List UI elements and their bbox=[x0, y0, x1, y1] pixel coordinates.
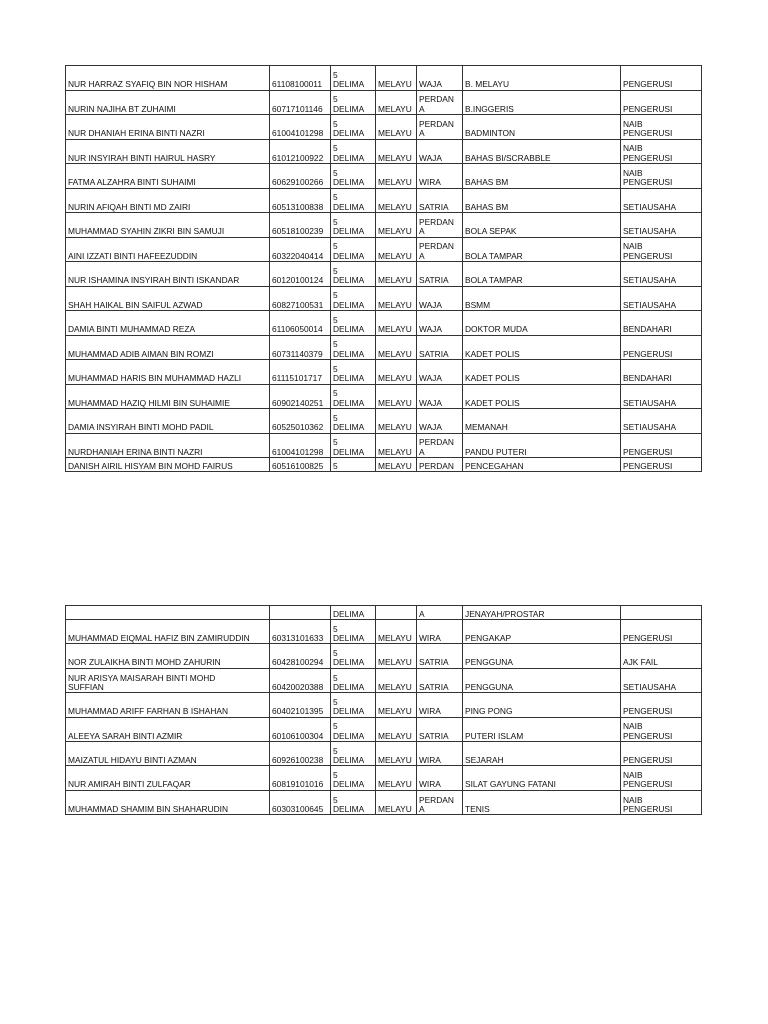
student-name-cell: DAMIA BINTI MUHAMMAD REZA bbox=[66, 311, 270, 336]
house-cell: PERDAN A bbox=[417, 213, 463, 238]
student-name-cell bbox=[66, 606, 270, 620]
class-cell: 5 DELIMA bbox=[331, 693, 376, 717]
student-name-cell: ALEEYA SARAH BINTI AZMIR bbox=[66, 717, 270, 741]
student-id-cell: 60926100238 bbox=[270, 741, 331, 765]
student-name-cell: NUR DHANIAH ERINA BINTI NAZRI bbox=[66, 115, 270, 140]
table-row bbox=[66, 409, 702, 434]
race-cell: MELAYU bbox=[376, 384, 417, 409]
student-name-cell: NURDHANIAH ERINA BINTI NAZRI bbox=[66, 433, 270, 458]
class-cell: DELIMA bbox=[331, 606, 376, 620]
club-cell: PENGAKAP bbox=[463, 620, 621, 644]
position-cell: NAIB PENGERUSI bbox=[621, 115, 702, 140]
class-cell: 5 DELIMA bbox=[331, 213, 376, 238]
student-name-cell: MUHAMMAD ARIFF FARHAN B ISHAHAN bbox=[66, 693, 270, 717]
house-cell: SATRIA bbox=[417, 668, 463, 692]
table-row bbox=[66, 213, 702, 238]
position-cell: PENGERUSI bbox=[621, 458, 702, 472]
student-name-cell: MUHAMMAD SHAMIM BIN SHAHARUDIN bbox=[66, 790, 270, 814]
class-cell: 5 DELIMA bbox=[331, 262, 376, 287]
student-name-cell: NUR ISHAMINA INSYIRAH BINTI ISKANDAR bbox=[66, 262, 270, 287]
table-row bbox=[66, 644, 702, 668]
club-cell: SEJARAH bbox=[463, 741, 621, 765]
position-cell: BENDAHARI bbox=[621, 360, 702, 385]
table-row bbox=[66, 66, 702, 91]
class-cell: 5 DELIMA bbox=[331, 409, 376, 434]
house-cell: SATRIA bbox=[417, 262, 463, 287]
student-id-cell: 60525010362 bbox=[270, 409, 331, 434]
student-name-cell: NUR AMIRAH BINTI ZULFAQAR bbox=[66, 766, 270, 790]
house-cell: SATRIA bbox=[417, 644, 463, 668]
position-cell: PENGERUSI bbox=[621, 335, 702, 360]
club-cell: BSMM bbox=[463, 286, 621, 311]
table-1-body bbox=[66, 66, 702, 472]
club-cell: PENGGUNA bbox=[463, 668, 621, 692]
race-cell: MELAYU bbox=[376, 409, 417, 434]
position-cell: SETIAUSAHA bbox=[621, 409, 702, 434]
student-id-cell: 60902140251 bbox=[270, 384, 331, 409]
position-cell: BENDAHARI bbox=[621, 311, 702, 336]
class-cell: 5 DELIMA bbox=[331, 164, 376, 189]
race-cell: MELAYU bbox=[376, 693, 417, 717]
house-cell: SATRIA bbox=[417, 717, 463, 741]
house-cell: WAJA bbox=[417, 311, 463, 336]
race-cell: MELAYU bbox=[376, 262, 417, 287]
student-name-cell: AINI IZZATI BINTI HAFEEZUDDIN bbox=[66, 237, 270, 262]
position-cell: NAIB PENGERUSI bbox=[621, 237, 702, 262]
race-cell: MELAYU bbox=[376, 115, 417, 140]
table-row bbox=[66, 237, 702, 262]
class-cell: 5 DELIMA bbox=[331, 790, 376, 814]
position-cell: NAIB PENGERUSI bbox=[621, 164, 702, 189]
student-name-cell: NURIN NAJIHA BT ZUHAIMI bbox=[66, 90, 270, 115]
position-cell: AJK FAIL bbox=[621, 644, 702, 668]
position-cell: SETIAUSAHA bbox=[621, 262, 702, 287]
club-cell: BOLA TAMPAR bbox=[463, 237, 621, 262]
position-cell: SETIAUSAHA bbox=[621, 188, 702, 213]
student-id-cell: 60106100304 bbox=[270, 717, 331, 741]
student-name-cell: NOR ZULAIKHA BINTI MOHD ZAHURIN bbox=[66, 644, 270, 668]
table-row bbox=[66, 433, 702, 458]
student-name-cell: DAMIA INSYIRAH BINTI MOHD PADIL bbox=[66, 409, 270, 434]
class-cell: 5 DELIMA bbox=[331, 766, 376, 790]
race-cell: MELAYU bbox=[376, 237, 417, 262]
class-cell: 5 DELIMA bbox=[331, 286, 376, 311]
club-cell: KADET POLIS bbox=[463, 335, 621, 360]
student-name-cell: MUHAMMAD HAZIQ HILMI BIN SUHAIMIE bbox=[66, 384, 270, 409]
student-id-cell: 60420020388 bbox=[270, 668, 331, 692]
position-cell: NAIB PENGERUSI bbox=[621, 139, 702, 164]
table-row bbox=[66, 360, 702, 385]
student-club-table-1 bbox=[65, 65, 702, 472]
house-cell: WIRA bbox=[417, 620, 463, 644]
student-name-cell: MUHAMMAD ADIB AIMAN BIN ROMZI bbox=[66, 335, 270, 360]
house-cell: PERDAN bbox=[417, 458, 463, 472]
student-id-cell bbox=[270, 606, 331, 620]
race-cell: MELAYU bbox=[376, 644, 417, 668]
position-cell: PENGERUSI bbox=[621, 620, 702, 644]
student-id-cell: 61106050014 bbox=[270, 311, 331, 336]
student-name-cell: DANISH AIRIL HISYAM BIN MOHD FAIRUS bbox=[66, 458, 270, 472]
table-row bbox=[66, 717, 702, 741]
house-cell: WAJA bbox=[417, 66, 463, 91]
club-cell: PANDU PUTERI bbox=[463, 433, 621, 458]
table-row bbox=[66, 262, 702, 287]
race-cell: MELAYU bbox=[376, 90, 417, 115]
table-row bbox=[66, 164, 702, 189]
house-cell: PERDAN A bbox=[417, 90, 463, 115]
race-cell: MELAYU bbox=[376, 790, 417, 814]
student-name-cell: MUHAMMAD EIQMAL HAFIZ BIN ZAMIRUDDIN bbox=[66, 620, 270, 644]
class-cell: 5 DELIMA bbox=[331, 741, 376, 765]
position-cell: NAIB PENGERUSI bbox=[621, 766, 702, 790]
position-cell: SETIAUSAHA bbox=[621, 384, 702, 409]
student-id-cell: 60313101633 bbox=[270, 620, 331, 644]
table-row bbox=[66, 620, 702, 644]
table-row bbox=[66, 335, 702, 360]
club-cell: BOLA SEPAK bbox=[463, 213, 621, 238]
class-cell: 5 DELIMA bbox=[331, 433, 376, 458]
student-id-cell: 60518100239 bbox=[270, 213, 331, 238]
student-name-cell: SHAH HAIKAL BIN SAIFUL AZWAD bbox=[66, 286, 270, 311]
student-club-table-2 bbox=[65, 605, 702, 815]
house-cell: WAJA bbox=[417, 139, 463, 164]
class-cell: 5 DELIMA bbox=[331, 717, 376, 741]
race-cell: MELAYU bbox=[376, 139, 417, 164]
position-cell bbox=[621, 606, 702, 620]
house-cell: WAJA bbox=[417, 360, 463, 385]
club-cell: KADET POLIS bbox=[463, 384, 621, 409]
position-cell: PENGERUSI bbox=[621, 66, 702, 91]
class-cell: 5 DELIMA bbox=[331, 335, 376, 360]
class-cell: 5 DELIMA bbox=[331, 90, 376, 115]
class-cell: 5 DELIMA bbox=[331, 360, 376, 385]
class-cell: 5 DELIMA bbox=[331, 620, 376, 644]
position-cell: PENGERUSI bbox=[621, 741, 702, 765]
house-cell: WAJA bbox=[417, 409, 463, 434]
club-cell: BAHAS BM bbox=[463, 188, 621, 213]
position-cell: NAIB PENGERUSI bbox=[621, 790, 702, 814]
class-cell: 5 bbox=[331, 458, 376, 472]
race-cell: MELAYU bbox=[376, 286, 417, 311]
class-cell: 5 DELIMA bbox=[331, 237, 376, 262]
student-name-cell: MUHAMMAD SYAHIN ZIKRI BIN SAMUJI bbox=[66, 213, 270, 238]
table-row bbox=[66, 458, 702, 472]
position-cell: PENGERUSI bbox=[621, 90, 702, 115]
student-id-cell: 61108100011 bbox=[270, 66, 331, 91]
table-row bbox=[66, 741, 702, 765]
club-cell: BOLA TAMPAR bbox=[463, 262, 621, 287]
table-row bbox=[66, 115, 702, 140]
student-id-cell: 61115101717 bbox=[270, 360, 331, 385]
class-cell: 5 DELIMA bbox=[331, 384, 376, 409]
house-cell: PERDAN A bbox=[417, 237, 463, 262]
club-cell: PENGGUNA bbox=[463, 644, 621, 668]
position-cell: SETIAUSAHA bbox=[621, 668, 702, 692]
table-row bbox=[66, 311, 702, 336]
race-cell: MELAYU bbox=[376, 66, 417, 91]
student-name-cell: MAIZATUL HIDAYU BINTI AZMAN bbox=[66, 741, 270, 765]
student-id-cell: 60819101016 bbox=[270, 766, 331, 790]
house-cell: WAJA bbox=[417, 286, 463, 311]
house-cell: WIRA bbox=[417, 741, 463, 765]
class-cell: 5 DELIMA bbox=[331, 139, 376, 164]
table-row bbox=[66, 693, 702, 717]
house-cell: SATRIA bbox=[417, 335, 463, 360]
student-id-cell: 60120100124 bbox=[270, 262, 331, 287]
table-row bbox=[66, 668, 702, 692]
student-id-cell: 61004101298 bbox=[270, 115, 331, 140]
club-cell: DOKTOR MUDA bbox=[463, 311, 621, 336]
student-id-cell: 60402101395 bbox=[270, 693, 331, 717]
race-cell bbox=[376, 606, 417, 620]
house-cell: SATRIA bbox=[417, 188, 463, 213]
race-cell: MELAYU bbox=[376, 164, 417, 189]
student-id-cell: 60322040414 bbox=[270, 237, 331, 262]
table-row bbox=[66, 606, 702, 620]
position-cell: SETIAUSAHA bbox=[621, 286, 702, 311]
class-cell: 5 DELIMA bbox=[331, 311, 376, 336]
race-cell: MELAYU bbox=[376, 766, 417, 790]
race-cell: MELAYU bbox=[376, 360, 417, 385]
house-cell: A bbox=[417, 606, 463, 620]
club-cell: B. MELAYU bbox=[463, 66, 621, 91]
table-row bbox=[66, 384, 702, 409]
table-row bbox=[66, 790, 702, 814]
table-row bbox=[66, 188, 702, 213]
table-row bbox=[66, 139, 702, 164]
house-cell: WIRA bbox=[417, 164, 463, 189]
position-cell: SETIAUSAHA bbox=[621, 213, 702, 238]
house-cell: PERDAN A bbox=[417, 433, 463, 458]
position-cell: NAIB PENGERUSI bbox=[621, 717, 702, 741]
student-id-cell: 61004101298 bbox=[270, 433, 331, 458]
race-cell: MELAYU bbox=[376, 213, 417, 238]
student-name-cell: NUR HARRAZ SYAFIQ BIN NOR HISHAM bbox=[66, 66, 270, 91]
race-cell: MELAYU bbox=[376, 188, 417, 213]
student-name-cell: NUR INSYIRAH BINTI HAIRUL HASRY bbox=[66, 139, 270, 164]
class-cell: 5 DELIMA bbox=[331, 66, 376, 91]
position-cell: PENGERUSI bbox=[621, 433, 702, 458]
race-cell: MELAYU bbox=[376, 717, 417, 741]
house-cell: PERDAN A bbox=[417, 115, 463, 140]
race-cell: MELAYU bbox=[376, 311, 417, 336]
race-cell: MELAYU bbox=[376, 668, 417, 692]
club-cell: SILAT GAYUNG FATANI bbox=[463, 766, 621, 790]
table-row bbox=[66, 90, 702, 115]
club-cell: JENAYAH/PROSTAR bbox=[463, 606, 621, 620]
student-name-cell: MUHAMMAD HARIS BIN MUHAMMAD HAZLI bbox=[66, 360, 270, 385]
student-name-cell: NUR ARISYA MAISARAH BINTI MOHD SUFFIAN bbox=[66, 668, 270, 692]
house-cell: PERDAN A bbox=[417, 790, 463, 814]
student-name-cell: FATMA ALZAHRA BINTI SUHAIMI bbox=[66, 164, 270, 189]
race-cell: MELAYU bbox=[376, 433, 417, 458]
club-cell: B.INGGERIS bbox=[463, 90, 621, 115]
club-cell: BADMINTON bbox=[463, 115, 621, 140]
race-cell: MELAYU bbox=[376, 741, 417, 765]
club-cell: PENCEGAHAN bbox=[463, 458, 621, 472]
house-cell: WIRA bbox=[417, 766, 463, 790]
position-cell: PENGERUSI bbox=[621, 693, 702, 717]
student-id-cell: 60827100531 bbox=[270, 286, 331, 311]
club-cell: PING PONG bbox=[463, 693, 621, 717]
student-id-cell: 60629100266 bbox=[270, 164, 331, 189]
student-id-cell: 61012100922 bbox=[270, 139, 331, 164]
club-cell: KADET POLIS bbox=[463, 360, 621, 385]
student-id-cell: 60303100645 bbox=[270, 790, 331, 814]
house-cell: WAJA bbox=[417, 384, 463, 409]
table-2-body bbox=[66, 606, 702, 815]
class-cell: 5 DELIMA bbox=[331, 644, 376, 668]
class-cell: 5 DELIMA bbox=[331, 668, 376, 692]
club-cell: MEMANAH bbox=[463, 409, 621, 434]
class-cell: 5 DELIMA bbox=[331, 115, 376, 140]
house-cell: WIRA bbox=[417, 693, 463, 717]
race-cell: MELAYU bbox=[376, 335, 417, 360]
club-cell: TENIS bbox=[463, 790, 621, 814]
student-id-cell: 60513100838 bbox=[270, 188, 331, 213]
student-name-cell: NURIN AFIQAH BINTI MD ZAIRI bbox=[66, 188, 270, 213]
class-cell: 5 DELIMA bbox=[331, 188, 376, 213]
student-id-cell: 60428100294 bbox=[270, 644, 331, 668]
club-cell: BAHAS BM bbox=[463, 164, 621, 189]
student-id-cell: 60516100825 bbox=[270, 458, 331, 472]
race-cell: MELAYU bbox=[376, 458, 417, 472]
club-cell: PUTERI ISLAM bbox=[463, 717, 621, 741]
club-cell: BAHAS BI/SCRABBLE bbox=[463, 139, 621, 164]
table-row bbox=[66, 286, 702, 311]
race-cell: MELAYU bbox=[376, 620, 417, 644]
student-id-cell: 60731140379 bbox=[270, 335, 331, 360]
table-row bbox=[66, 766, 702, 790]
student-id-cell: 60717101146 bbox=[270, 90, 331, 115]
